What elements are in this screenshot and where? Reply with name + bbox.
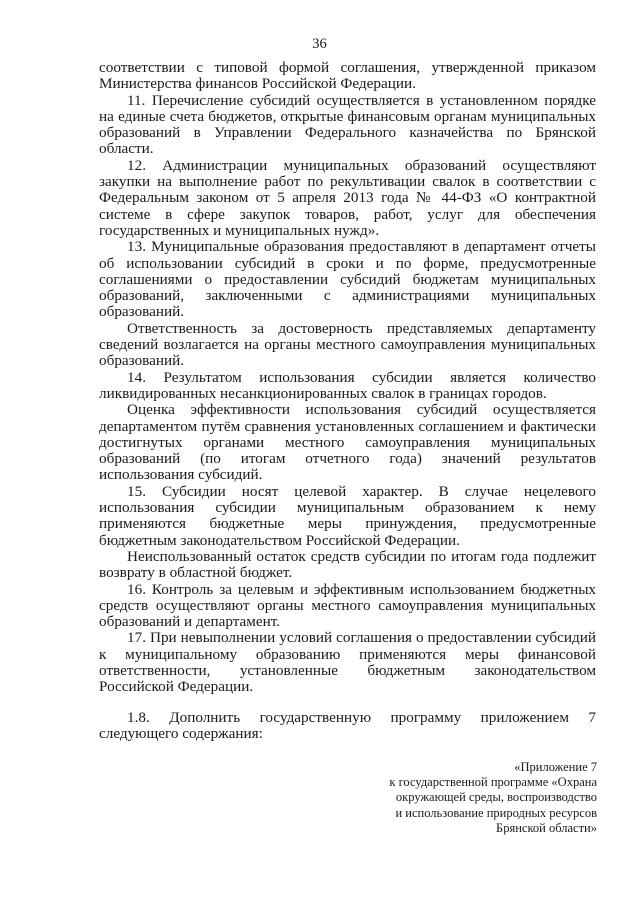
paragraph-17: 17. При невыполнении условий соглашения о предоставлении субсидий к муниципальному образованию применяются меры финансовой ответственности, установленные бюджетным законодательством Российской Федерации.: [99, 629, 596, 696]
appendix-line: к государственной программе «Охрана: [389, 775, 597, 790]
appendix-heading: [337, 760, 597, 836]
document-body: [99, 60, 596, 742]
appendix-line: и использование природных ресурсов: [395, 805, 597, 820]
appendix-line: окружающей среды, воспроизводство: [395, 790, 597, 805]
page-number: 36: [312, 36, 327, 52]
paragraph-15-unused-balance: Неиспользованный остаток средств субсидии по итогам года подлежит возврату в областной бюджет.: [99, 547, 596, 582]
paragraph-continuation: соответствии с типовой формой соглашения, утвержденной приказом Министерства финансов Российской Федерации.: [99, 59, 596, 93]
paragraph-14-evaluation: Оценка эффективности использования субсидий осуществляется департаментом путём сравнения установленных соглашением и фактически достигнутых органами местного самоуправления муниципальных образований (по итогам отчетного года) значений результатов использования субсидий.: [99, 401, 596, 484]
paragraph-14: 14. Результатом использования субсидии является количество ликвидированных несанкционированных свалок в границах городов.: [99, 368, 596, 402]
appendix-line: Брянской области»: [496, 820, 597, 835]
paragraph-16: 16. Контроль за целевым и эффективным использованием бюджетных средств осуществляют органы местного самоуправления муниципальных образований и департамент.: [99, 580, 596, 631]
appendix-line: «Приложение 7: [514, 760, 597, 774]
paragraph-13: 13. Муниципальные образования предоставляют в департамент отчеты об использовании субсидий в сроки и по форме, предусмотренные соглашениями о предоставлении субсидий бюджетам муниципальных образований, заключенными с администрациями муниципальных образований.: [99, 238, 596, 321]
paragraph-12: 12. Администрации муниципальных образований осуществляют закупки на выполнение работ по рекультивации свалок в соответствии с Федеральным законом от 5 апреля 2013 года № 44-ФЗ «О контрактной системе в сфере закупок товаров, работ, услуг для обеспечения государственных и муниципальных нужд».: [99, 156, 596, 239]
paragraph-13-responsibility: Ответственность за достоверность представляемых департаменту сведений возлагается на органы местного самоуправления муниципальных образований.: [99, 319, 596, 370]
paragraph-15: 15. Субсидии носят целевой характер. В случае нецелевого использования субсидии муниципальным образованием к нему применяются бюджетные меры принуждения, предусмотренные бюджетным законодательством Российской Федерации.: [99, 482, 596, 549]
paragraph-1-8: 1.8. Дополнить государственную программу приложением 7 следующего содержания:: [99, 708, 596, 742]
paragraph-11: 11. Перечисление субсидий осуществляется в установленном порядке на единые счета бюджетов, открытые финансовым органам муниципальных образований в Управлении Федерального казначейства по Брянской области.: [99, 91, 596, 158]
